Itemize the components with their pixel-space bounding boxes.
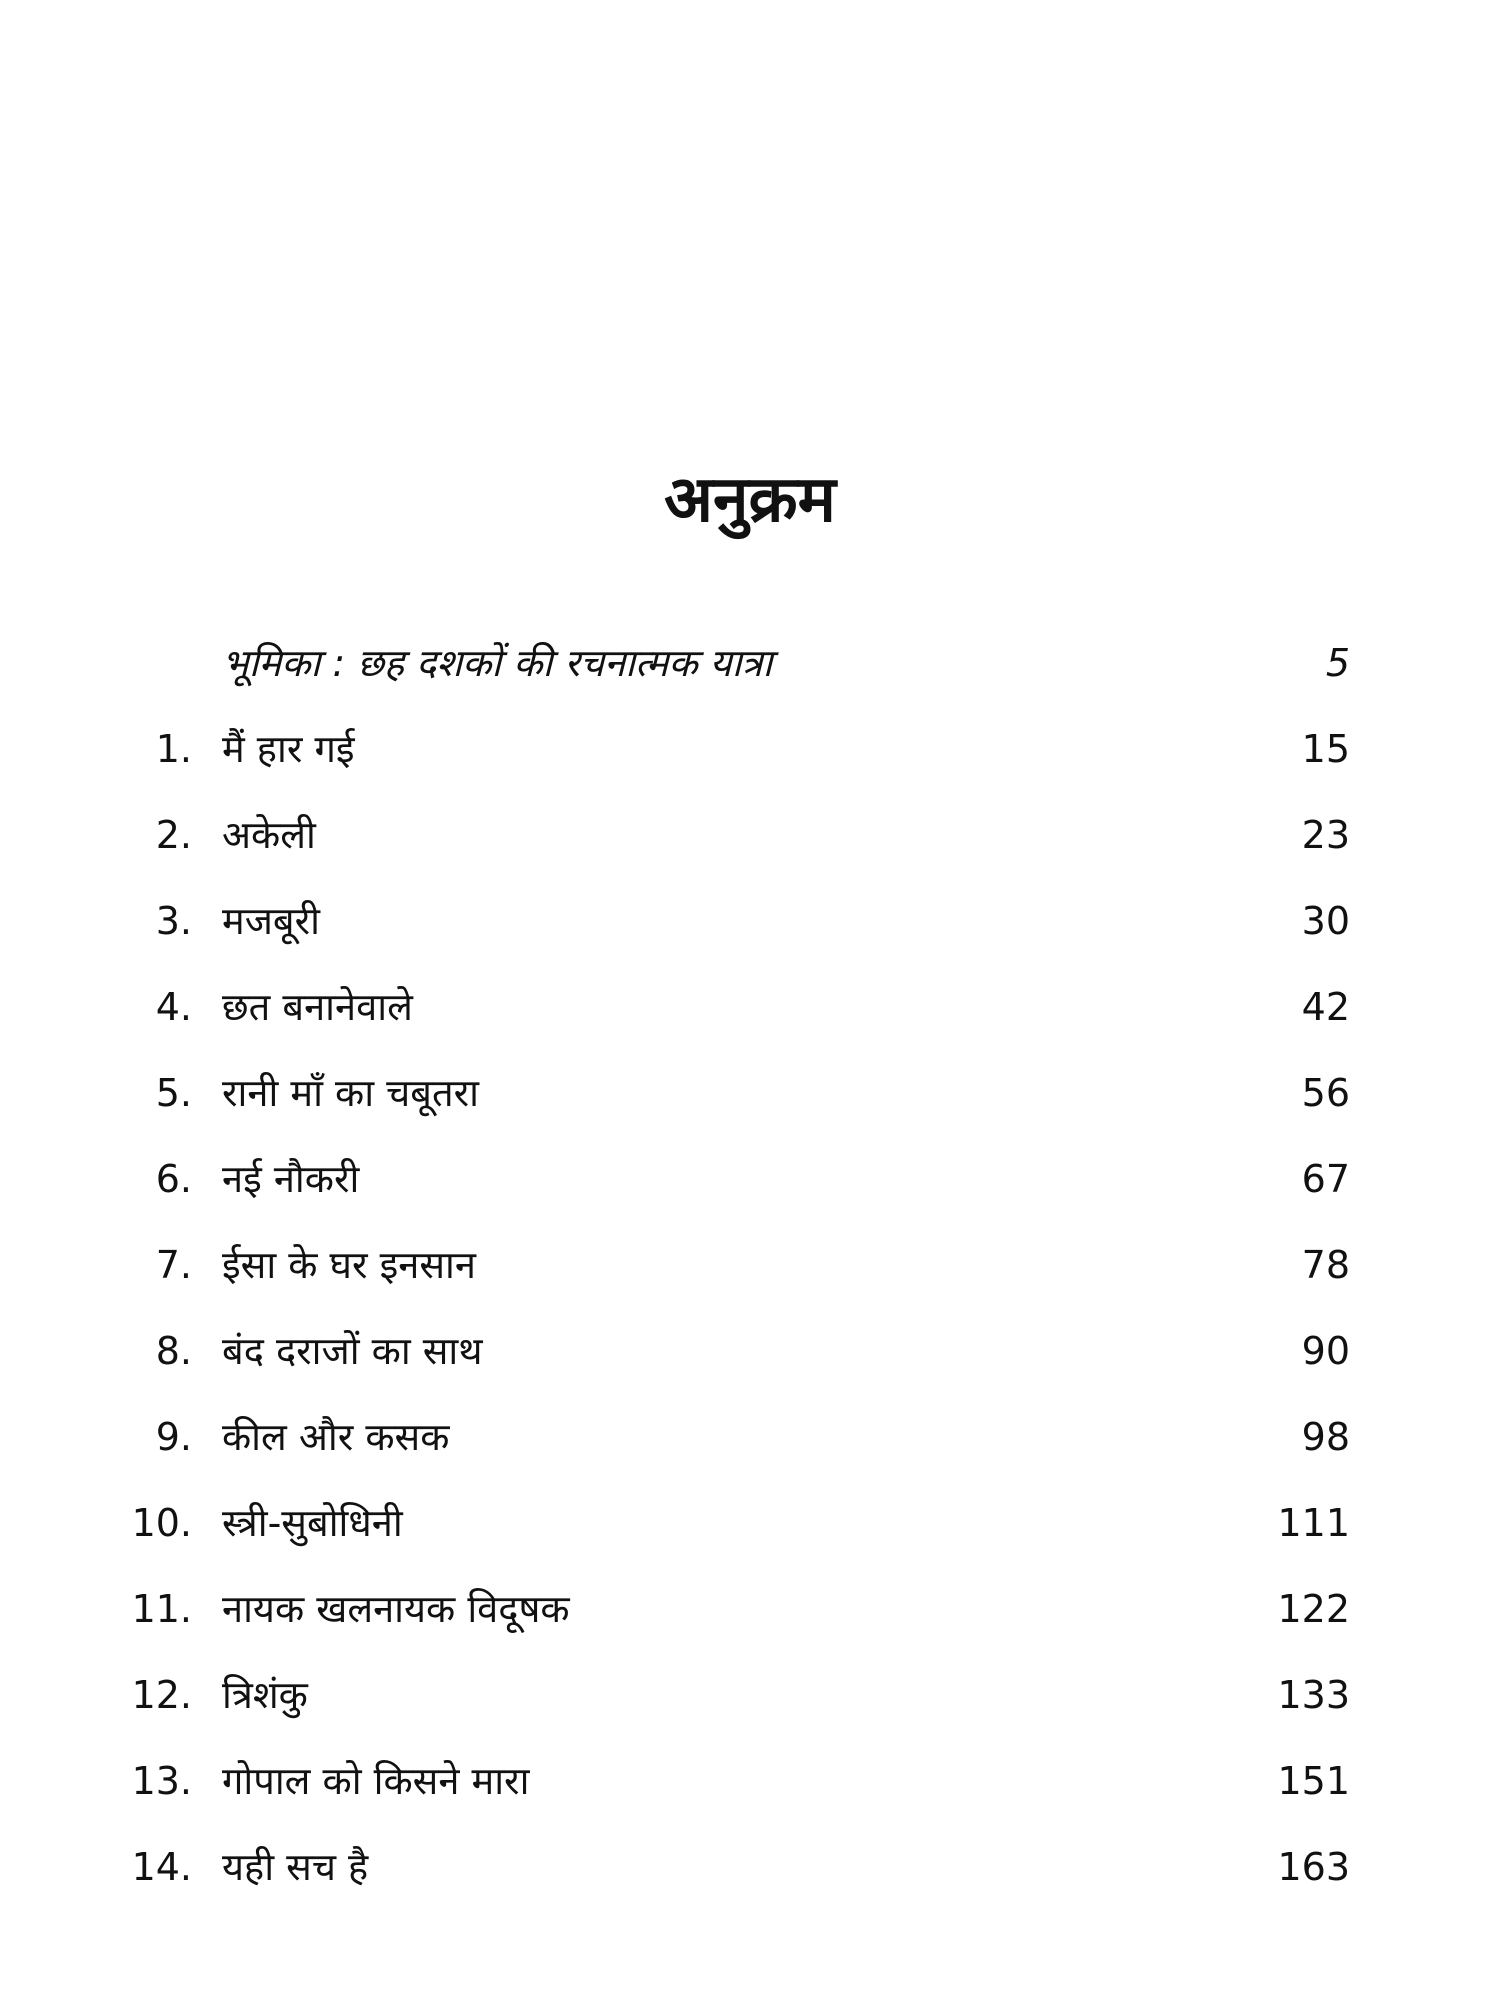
toc-entry-page: 78 <box>1301 1243 1350 1287</box>
toc-entry-number: 9. <box>155 1415 192 1459</box>
toc-entry-number: 11. <box>131 1587 192 1631</box>
toc-entry-intro <box>0 620 1500 706</box>
toc-entry-page: 90 <box>1301 1329 1350 1373</box>
toc-entry <box>0 1480 1500 1566</box>
toc-entry-number: 13. <box>131 1759 192 1803</box>
toc-entry-title: नायक खलनायक विदूषक <box>222 1587 570 1631</box>
toc-entry-title: छत बनानेवाले <box>222 985 413 1029</box>
toc-entry-page: 111 <box>1277 1501 1350 1545</box>
toc-entry-title: नई नौकरी <box>222 1157 360 1201</box>
table-of-contents <box>0 620 1500 1910</box>
toc-entry-number: 5. <box>155 1071 192 1115</box>
toc-entry-number: 7. <box>155 1243 192 1287</box>
toc-entry-number: 10. <box>131 1501 192 1545</box>
toc-entry-page: 163 <box>1277 1845 1350 1889</box>
toc-entry <box>0 1824 1500 1910</box>
toc-entry-number: 3. <box>155 899 192 943</box>
toc-entry-title: भूमिका : छह दशकों की रचनात्मक यात्रा <box>222 641 773 685</box>
toc-entry-page: 23 <box>1301 813 1350 857</box>
toc-entry-title: त्रिशंकु <box>222 1673 308 1717</box>
page-title: अनुक्रम <box>664 463 836 537</box>
toc-entry-page: 42 <box>1301 985 1350 1029</box>
toc-entry-number: 4. <box>155 985 192 1029</box>
toc-entry-page: 122 <box>1277 1587 1350 1631</box>
toc-entry-page: 30 <box>1301 899 1350 943</box>
toc-entry-number: 2. <box>155 813 192 857</box>
toc-entry-number: 14. <box>131 1845 192 1889</box>
toc-entry-title: बंद दराजों का साथ <box>222 1329 483 1373</box>
toc-entry <box>0 1652 1500 1738</box>
toc-entry <box>0 964 1500 1050</box>
toc-entry-page: 15 <box>1301 727 1350 771</box>
toc-entry-title: मैं हार गई <box>222 727 355 771</box>
toc-entry <box>0 792 1500 878</box>
toc-entry-number: 12. <box>131 1673 192 1717</box>
toc-entry-title: कील और कसक <box>222 1415 450 1459</box>
toc-entry-title: स्त्री-सुबोधिनी <box>222 1501 403 1545</box>
toc-entry <box>0 1222 1500 1308</box>
toc-entry-title: अकेली <box>222 813 316 857</box>
toc-entry-title: यही सच है <box>222 1845 369 1889</box>
toc-entry-page: 67 <box>1301 1157 1350 1201</box>
toc-entry-number: 6. <box>155 1157 192 1201</box>
toc-entry <box>0 878 1500 964</box>
toc-entry <box>0 1738 1500 1824</box>
toc-entry-title: मजबूरी <box>222 899 321 943</box>
toc-entry-page: 5 <box>1325 641 1350 685</box>
toc-entry-page: 56 <box>1301 1071 1350 1115</box>
toc-entry <box>0 1136 1500 1222</box>
toc-entry-title: गोपाल को किसने मारा <box>222 1759 530 1803</box>
toc-entry <box>0 1394 1500 1480</box>
toc-entry-title: ईसा के घर इनसान <box>222 1243 476 1287</box>
toc-entry-title: रानी माँ का चबूतरा <box>222 1071 480 1115</box>
toc-entry <box>0 706 1500 792</box>
toc-entry-page: 133 <box>1277 1673 1350 1717</box>
toc-entry-number: 8. <box>155 1329 192 1373</box>
toc-entry <box>0 1050 1500 1136</box>
toc-entry <box>0 1566 1500 1652</box>
toc-entry-number: 1. <box>155 727 192 771</box>
toc-entry <box>0 1308 1500 1394</box>
toc-entry-page: 151 <box>1277 1759 1350 1803</box>
toc-entry-page: 98 <box>1301 1415 1350 1459</box>
